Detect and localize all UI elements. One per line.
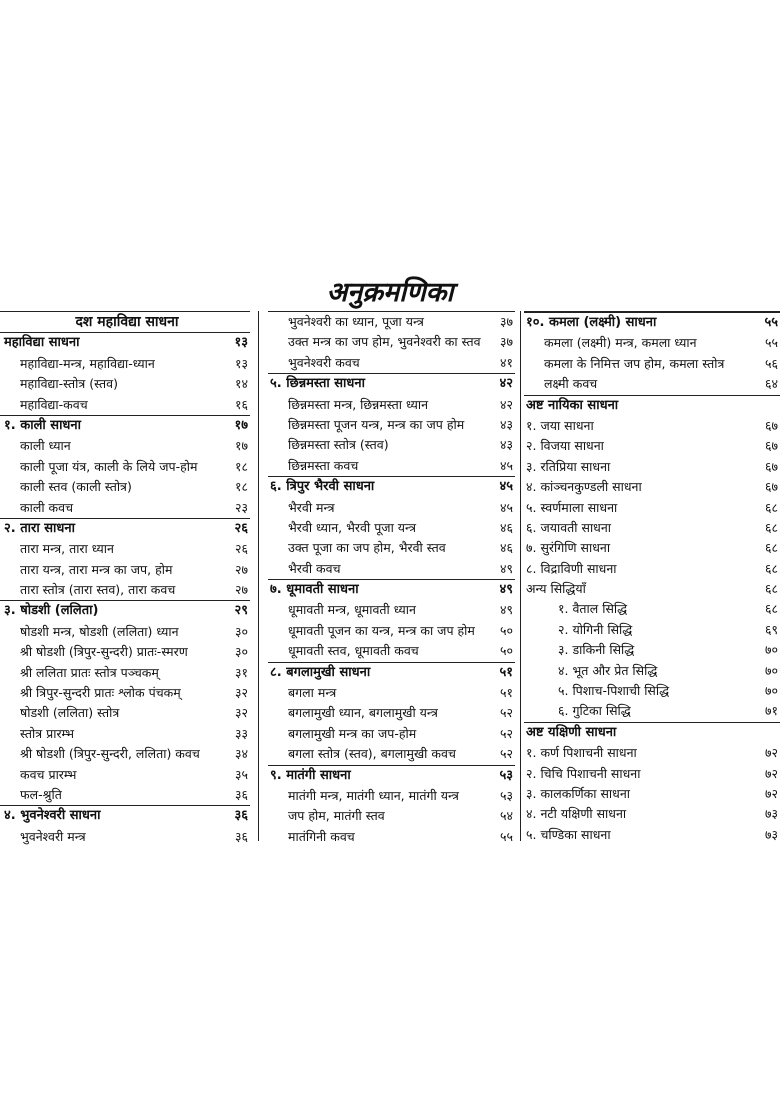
toc-section-row xyxy=(0,805,250,826)
toc-entry-title: कमला (लक्ष्मी) मन्त्र, कमला ध्यान xyxy=(544,335,697,351)
toc-entry-title: मातंगिनी कवच xyxy=(288,828,355,844)
toc-page-number: ६९ xyxy=(764,621,778,637)
toc-page-number: १६ xyxy=(234,396,248,412)
toc-entry-title: तारा स्तोत्र (तारा स्तव), तारा कवच xyxy=(20,582,176,598)
toc-entry-row xyxy=(524,416,780,436)
toc-page-number: ६८ xyxy=(764,540,778,556)
toc-page-number: २९ xyxy=(234,603,248,619)
toc-section-row xyxy=(0,600,250,621)
toc-page-number: ४६ xyxy=(499,540,513,556)
toc-entry-row xyxy=(524,436,780,456)
toc-entry-title: काली कवच xyxy=(20,499,74,515)
toc-entry-row xyxy=(524,743,780,763)
toc-entry-title: षोडशी मन्त्र, षोडशी (ललिता) ध्यान xyxy=(20,623,179,639)
toc-entry-row xyxy=(268,456,515,476)
toc-entry-row xyxy=(268,395,515,415)
toc-entry-row xyxy=(524,559,780,579)
toc-entry-title: बगला मन्त्र xyxy=(288,685,337,701)
column-divider xyxy=(258,311,259,841)
toc-entry-title: ६. त्रिपुर भैरवी साधना xyxy=(270,479,375,495)
toc-entry-row xyxy=(524,518,780,538)
toc-page-number: ३३ xyxy=(234,725,248,741)
toc-page-number: ५१ xyxy=(499,685,513,701)
toc-page-number: ४९ xyxy=(499,582,513,598)
toc-entry-row xyxy=(0,765,250,785)
toc-entry-title: श्री त्रिपुर-सुन्दरी प्रातः श्लोक पंचकम् xyxy=(20,685,181,701)
toc-entry-title: ५. पिशाच-पिशाची सिद्धि xyxy=(558,683,670,699)
toc-entry-title: १०. कमला (लक्ष्मी) साधना xyxy=(526,315,657,330)
toc-entry-row xyxy=(268,559,515,579)
toc-entry-title: ४. भूत और प्रेत सिद्धि xyxy=(558,662,658,678)
toc-entry-row xyxy=(268,312,515,332)
toc-entry-title: जप होम, मातंगी स्तव xyxy=(288,808,385,824)
toc-entry-title: बगलामुखी मन्त्र का जप-होम xyxy=(288,725,417,741)
toc-entry-row xyxy=(0,827,250,847)
toc-page-number: ५५ xyxy=(764,315,778,330)
toc-page-number: ३२ xyxy=(234,685,248,701)
toc-page-number: १३ xyxy=(234,335,248,351)
toc-entry-title: ५. स्वर्णमाला साधना xyxy=(526,499,618,515)
toc-entry-title: स्तोत्र प्रारम्भ xyxy=(20,725,75,741)
toc-page-number: ४३ xyxy=(499,416,513,432)
toc-entry-title: २. चिचि पिशाचनी साधना xyxy=(526,765,641,781)
toc-entry-title: ३. कालकर्णिका साधना xyxy=(526,785,630,801)
toc-entry-title: भैरवी ध्यान, भैरवी पूजा यन्त्र xyxy=(288,519,416,535)
toc-entry-row xyxy=(0,539,250,559)
toc-page-number: ७२ xyxy=(764,745,778,761)
toc-page-number: ५१ xyxy=(499,664,513,680)
toc-entry-row xyxy=(524,477,780,497)
toc-entry-title: छिन्नमस्ता स्तोत्र (स्तव) xyxy=(288,437,389,453)
toc-entry-title: बगला स्तोत्र (स्तव), बगलामुखी कवच xyxy=(288,746,456,762)
toc-entry-row xyxy=(524,640,780,660)
toc-entry-title: श्री षोडशी (त्रिपुर-सुन्दरी) प्रातः-स्मरण xyxy=(20,644,188,660)
toc-page-number: ६७ xyxy=(764,479,778,495)
toc-entry-row xyxy=(268,724,515,744)
toc-entry-row xyxy=(268,806,515,826)
toc-entry-row xyxy=(0,642,250,662)
toc-section-row xyxy=(268,662,515,683)
toc-entry-row xyxy=(0,457,250,477)
toc-entry-title: तारा मन्त्र, तारा ध्यान xyxy=(20,541,114,557)
toc-entry-title: २. योगिनी सिद्धि xyxy=(558,621,633,637)
toc-entry-title: दश महाविद्या साधना xyxy=(75,314,179,330)
toc-entry-row xyxy=(268,641,515,661)
toc-page-number: ५३ xyxy=(499,787,513,803)
toc-section-row xyxy=(0,415,250,436)
toc-entry-row xyxy=(0,354,250,374)
toc-entry-title: ६. जयावती साधना xyxy=(526,519,612,535)
toc-page-number: २६ xyxy=(234,541,248,557)
toc-page-number: ४९ xyxy=(499,602,513,618)
toc-entry-row xyxy=(0,436,250,456)
toc-page-number: ५५ xyxy=(764,335,778,351)
toc-page-number: ३६ xyxy=(234,828,248,844)
toc-entry-title: ३. रतिप्रिया साधना xyxy=(526,458,611,474)
toc-entry-row xyxy=(524,599,780,619)
toc-page-number: ४२ xyxy=(499,376,513,392)
toc-entry-title: धूमावती स्तव, धूमावती कवच xyxy=(288,643,419,659)
toc-entry-title: कमला के निमित्त जप होम, कमला स्तोत्र xyxy=(544,355,725,371)
toc-page-number: ५३ xyxy=(499,767,513,783)
toc-entry-title: ४. नटी यक्षिणी साधना xyxy=(526,806,627,822)
toc-page-number: ३२ xyxy=(234,705,248,721)
toc-entry-title: छिन्नमस्ता पूजन यन्त्र, मन्त्र का जप होम xyxy=(288,416,465,432)
toc-entry-title: भुवनेश्वरी कवच xyxy=(288,354,360,370)
toc-page-number: ३० xyxy=(234,644,248,660)
toc-entry-title: तारा यन्त्र, तारा मन्त्र का जप, होम xyxy=(20,561,173,577)
toc-page-number: ७२ xyxy=(764,765,778,781)
toc-page-number: १४ xyxy=(234,376,248,392)
toc-page-number: ७३ xyxy=(764,806,778,822)
toc-entry-title: २. विजया साधना xyxy=(526,438,604,454)
toc-section-row xyxy=(524,312,780,333)
toc-page-number: ७२ xyxy=(764,785,778,801)
toc-section-row xyxy=(268,579,515,600)
toc-entry-row xyxy=(0,374,250,394)
toc-entry-title: छिन्नमस्ता कवच xyxy=(288,457,359,473)
column-divider xyxy=(520,311,521,841)
toc-page-number: ५६ xyxy=(764,355,778,371)
toc-page-number: ६७ xyxy=(764,438,778,454)
toc-entry-title: उक्त पूजा का जप होम, भैरवी स्तव xyxy=(288,540,446,556)
toc-entry-title: महाविद्या-स्तोत्र (स्तव) xyxy=(20,376,118,392)
toc-entry-row xyxy=(524,804,780,824)
toc-page-number: ४३ xyxy=(499,437,513,453)
toc-entry-row xyxy=(524,457,780,477)
toc-section-row xyxy=(524,722,780,743)
toc-page-number: १८ xyxy=(234,479,248,495)
toc-page-number: ६८ xyxy=(764,519,778,535)
toc-page-number: ४५ xyxy=(499,499,513,515)
toc-page-number: ३० xyxy=(234,623,248,639)
toc-entry-title: ४. कांञ्चनकुण्डली साधना xyxy=(526,479,642,495)
toc-page-number: ७३ xyxy=(764,826,778,842)
toc-entry-title: काली स्तव (काली स्तोत्र) xyxy=(20,479,132,495)
toc-entry-row xyxy=(524,374,780,394)
toc-entry-row xyxy=(268,744,515,764)
toc-page-number: ४६ xyxy=(499,519,513,535)
toc-page-number: २३ xyxy=(234,499,248,515)
toc-entry-title: मातंगी मन्त्र, मातंगी ध्यान, मातंगी यन्त्र xyxy=(288,787,459,803)
toc-heading xyxy=(0,312,250,332)
toc-entry-row xyxy=(268,498,515,518)
toc-page-number: ७० xyxy=(764,662,778,678)
toc-entry-row xyxy=(524,498,780,518)
toc-entry-title: अन्य सिद्धियाँ xyxy=(526,581,586,597)
toc-page-number: ४९ xyxy=(499,560,513,576)
toc-page-number: ४५ xyxy=(499,457,513,473)
toc-page-number: ७० xyxy=(764,642,778,658)
toc-entry-row xyxy=(524,538,780,558)
toc-entry-row xyxy=(268,600,515,620)
toc-entry-title: बगलामुखी ध्यान, बगलामुखी यन्त्र xyxy=(288,705,438,721)
toc-entry-title: ७. धूमावती साधना xyxy=(270,582,359,598)
toc-page-number: २६ xyxy=(234,520,248,536)
toc-page-number: ७१ xyxy=(764,703,778,719)
toc-column-2 xyxy=(268,311,515,847)
toc-page-number: ६८ xyxy=(764,601,778,617)
toc-page-number: ६८ xyxy=(764,499,778,515)
toc-entry-row xyxy=(268,827,515,847)
toc-page-number: २७ xyxy=(234,561,248,577)
toc-entry-title: १. जया साधना xyxy=(526,417,594,433)
toc-entry-title: श्री षोडशी (त्रिपुर-सुन्दरी, ललिता) कवच xyxy=(20,746,200,762)
toc-entry-row xyxy=(524,825,780,845)
toc-entry-title: कवच प्रारम्भ xyxy=(20,766,77,782)
toc-page-number: १७ xyxy=(234,438,248,454)
toc-entry-title: ३. डाकिनी सिद्धि xyxy=(558,642,635,658)
toc-entry-row xyxy=(524,354,780,374)
toc-page-number: १८ xyxy=(234,458,248,474)
toc-entry-title: भुवनेश्वरी मन्त्र xyxy=(20,828,86,844)
toc-entry-title: फल-श्रुति xyxy=(20,786,62,802)
toc-page-number: ५४ xyxy=(499,808,513,824)
toc-entry-title: भैरवी कवच xyxy=(288,560,341,576)
toc-page-number: ६८ xyxy=(764,581,778,597)
toc-page-number: ४५ xyxy=(499,479,513,495)
toc-page-number: ३६ xyxy=(234,808,248,824)
toc-page-number: ५० xyxy=(499,622,513,638)
toc-entry-row xyxy=(0,580,250,600)
toc-entry-row xyxy=(524,701,780,721)
toc-entry-title: अष्ट यक्षिणी साधना xyxy=(526,724,617,740)
toc-entry-row xyxy=(0,395,250,415)
toc-entry-row xyxy=(0,724,250,744)
toc-entry-row xyxy=(0,560,250,580)
toc-entry-row xyxy=(524,620,780,640)
toc-entry-row xyxy=(0,744,250,764)
toc-page-number: ७० xyxy=(764,683,778,699)
toc-page-number: ६४ xyxy=(764,376,778,392)
toc-entry-row xyxy=(0,703,250,723)
toc-column-1 xyxy=(0,311,250,847)
toc-entry-title: काली पूजा यंत्र, काली के लिये जप-होम xyxy=(20,458,198,474)
toc-section-row xyxy=(0,332,250,353)
toc-entry-title: छिन्नमस्ता मन्त्र, छिन्नमस्ता ध्यान xyxy=(288,396,429,412)
toc-page-number: ५५ xyxy=(499,828,513,844)
toc-section-row xyxy=(268,373,515,394)
toc-entry-row xyxy=(268,415,515,435)
toc-entry-title: धूमावती मन्त्र, धूमावती ध्यान xyxy=(288,602,416,618)
toc-entry-title: भुवनेश्वरी का ध्यान, पूजा यन्त्र xyxy=(288,314,424,329)
toc-entry-title: ८. बगलामुखी साधना xyxy=(270,664,371,680)
toc-entry-title: ३. षोडशी (ललिता) xyxy=(4,603,99,619)
toc-page-number: ३५ xyxy=(234,766,248,782)
toc-entry-title: भैरवी मन्त्र xyxy=(288,499,335,515)
toc-page-number: ४२ xyxy=(499,396,513,412)
toc-entry-row xyxy=(524,661,780,681)
toc-entry-row xyxy=(268,683,515,703)
toc-page-number: ४१ xyxy=(499,354,513,370)
toc-page-number: ५० xyxy=(499,643,513,659)
toc-entry-title: अष्ट नायिका साधना xyxy=(526,397,619,413)
toc-entry-row xyxy=(524,579,780,599)
toc-column-3 xyxy=(524,311,780,845)
toc-entry-row xyxy=(0,683,250,703)
toc-page-number: ५२ xyxy=(499,725,513,741)
toc-entry-title: महाविद्या-कवच xyxy=(20,396,88,412)
toc-entry-title: धूमावती पूजन का यन्त्र, मन्त्र का जप होम xyxy=(288,622,475,638)
toc-entry-row xyxy=(524,333,780,353)
toc-entry-title: श्री ललिता प्रातः स्तोत्र पञ्चकम् xyxy=(20,664,159,680)
toc-entry-row xyxy=(268,703,515,723)
toc-entry-row xyxy=(0,477,250,497)
toc-section-row xyxy=(268,476,515,497)
toc-entry-row xyxy=(0,498,250,518)
toc-entry-row xyxy=(524,784,780,804)
toc-entry-row xyxy=(0,785,250,805)
toc-entry-row xyxy=(268,353,515,373)
toc-section-row xyxy=(524,395,780,416)
toc-page-number: १३ xyxy=(234,355,248,371)
toc-entry-row xyxy=(268,538,515,558)
toc-entry-title: महाविद्या साधना xyxy=(4,335,80,351)
toc-page-number: २७ xyxy=(234,582,248,598)
toc-entry-title: १. कर्ण पिशाचनी साधना xyxy=(526,745,637,761)
toc-entry-title: २. तारा साधना xyxy=(4,520,75,536)
toc-page-number: ५२ xyxy=(499,746,513,762)
toc-entry-title: षोडशी (ललिता) स्तोत्र xyxy=(20,705,120,721)
toc-page-number: १७ xyxy=(234,417,248,433)
toc-entry-row xyxy=(524,764,780,784)
toc-entry-title: ४. भुवनेश्वरी साधना xyxy=(4,808,101,824)
toc-entry-title: ७. सुरंगिणि साधना xyxy=(526,540,611,556)
toc-section-row xyxy=(0,518,250,539)
toc-entry-title: ६. गुटिका सिद्धि xyxy=(558,703,631,719)
toc-page-number: ५२ xyxy=(499,705,513,721)
toc-entry-title: काली ध्यान xyxy=(20,438,71,454)
toc-entry-row xyxy=(0,622,250,642)
toc-entry-row xyxy=(268,435,515,455)
toc-entry-title: उक्त मन्त्र का जप होम, भुवनेश्वरी का स्तव xyxy=(288,334,481,350)
toc-page-number: ३४ xyxy=(234,746,248,762)
toc-page-number: ३६ xyxy=(234,786,248,802)
toc-entry-title: महाविद्या-मन्त्र, महाविद्या-ध्यान xyxy=(20,355,155,371)
toc-entry-row xyxy=(268,332,515,352)
toc-page-number: ६८ xyxy=(764,560,778,576)
toc-page-number: ३७ xyxy=(499,334,513,350)
toc-page-number: ३१ xyxy=(234,664,248,680)
toc-entry-title: १. काली साधना xyxy=(4,417,82,433)
toc-section-row xyxy=(268,765,515,786)
toc-page-number: ३७ xyxy=(499,314,513,329)
toc-entry-row xyxy=(268,621,515,641)
toc-entry-row xyxy=(268,518,515,538)
toc-entry-title: १. वैताल सिद्धि xyxy=(558,601,628,617)
toc-entry-row xyxy=(0,663,250,683)
toc-entry-title: ९. मातंगी साधना xyxy=(270,767,351,783)
toc-entry-title: ५. चण्डिका साधना xyxy=(526,826,611,842)
page-title: अनुक्रमणिका xyxy=(326,277,454,308)
toc-entry-title: ८. विद्राविणी साधना xyxy=(526,560,617,576)
toc-entry-row xyxy=(268,786,515,806)
toc-page-number: ६७ xyxy=(764,417,778,433)
toc-entry-title: ५. छिन्नमस्ता साधना xyxy=(270,376,365,392)
toc-entry-row xyxy=(524,681,780,701)
toc-page-number: ६७ xyxy=(764,458,778,474)
toc-entry-title: लक्ष्मी कवच xyxy=(544,376,598,392)
